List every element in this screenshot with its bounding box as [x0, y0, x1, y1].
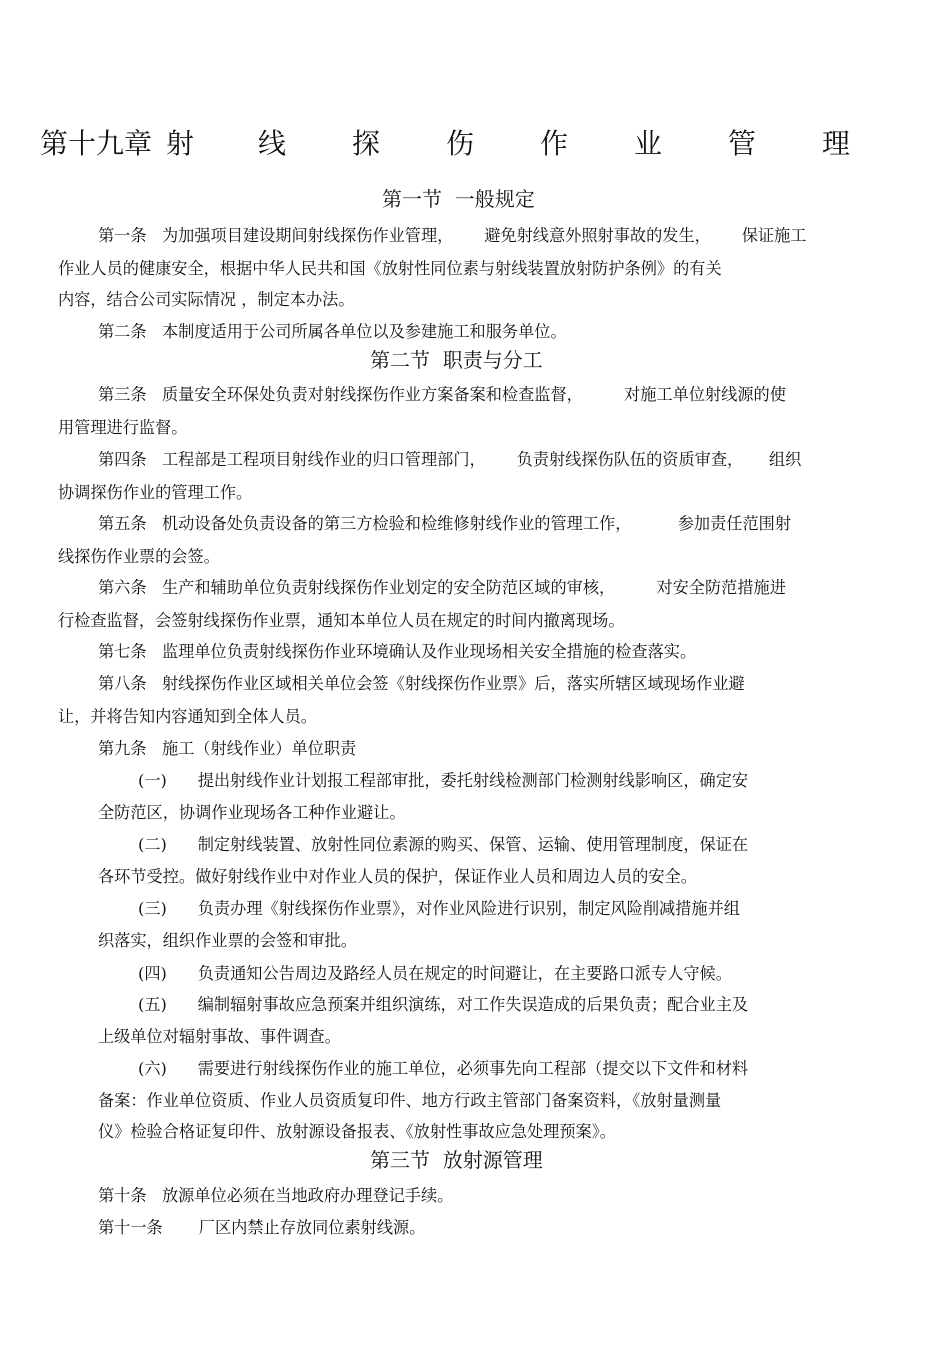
chapter-number: 第十九章 [40, 127, 153, 160]
chapter-title [40, 122, 855, 162]
article-line: 第十条 放源单位必须在当地政府办理登记手续。 [98, 1186, 454, 1205]
article-line: (五) 编制辐射事故应急预案并组织演练，对工作失误造成的后果负责；配合业主及 [138, 995, 749, 1014]
section-heading: 第三节 放射源管理 [370, 1148, 543, 1172]
chapter-title-char: 伤 [446, 127, 475, 160]
article-line: 第十一条 厂区内禁止存放同位素射线源。 [98, 1218, 426, 1237]
article-line: 内容，结合公司实际情况 ，制定本办法。 [58, 290, 355, 309]
chapter-title-char: 射 [166, 127, 195, 160]
article-line: 第六条 生产和辅助单位负责射线探伤作业划定的安全防范区域的审核， 对安全防范措施进 [98, 578, 786, 597]
article-line: 仪》检验合格证复印件、放射源设备报表、《放射性事故应急处理预案》。 [98, 1122, 616, 1141]
article-line: 用管理进行监督。 [58, 418, 188, 437]
article-line: 备案：作业单位资质、作业人员资质复印件、地方行政主管部门备案资料，《放射量测量 [98, 1091, 722, 1110]
article-line: 第二条 本制度适用于公司所属各单位以及参建施工和服务单位。 [98, 322, 567, 341]
chapter-title-char: 管 [728, 127, 757, 160]
article-line: 织落实，组织作业票的会签和审批。 [98, 931, 357, 950]
article-line: 第三条 质量安全环保处负责对射线探伤作业方案备案和检查监督， 对施工单位射线源的使 [98, 385, 786, 404]
article-line: 行检查监督，会签射线探伤作业票，通知本单位人员在规定的时间内撤离现场。 [58, 611, 625, 630]
article-line: (六) 需要进行射线探伤作业的施工单位，必须事先向工程部（提交以下文件和材料 [138, 1059, 749, 1078]
chapter-title-char: 线 [258, 127, 287, 160]
article-line: 第九条 施工（射线作业）单位职责 [98, 739, 357, 758]
chapter-title-char: 理 [822, 127, 851, 160]
article-line: 线探伤作业票的会签。 [58, 547, 220, 566]
article-line: (一) 提出射线作业计划报工程部审批，委托射线检测部门检测射线影响区，确定安 [138, 771, 749, 790]
article-line: 第七条 监理单位负责射线探伤作业环境确认及作业现场相关安全措施的检查落实。 [98, 642, 697, 661]
article-line: (三) 负责办理《射线探伤作业票》，对作业风险进行识别，制定风险削减措施并组 [138, 899, 740, 918]
article-line: 第五条 机动设备处负责设备的第三方检验和检维修射线作业的管理工作， 参加责任范围射 [98, 514, 792, 533]
article-line: (四) 负责通知公告周边及路经人员在规定的时间避让，在主要路口派专人守候。 [138, 964, 732, 983]
article-line: 第四条 工程部是工程项目射线作业的归口管理部门， 负责射线探伤队伍的资质审查， 组织 [98, 450, 802, 469]
article-line: 作业人员的健康安全，根据中华人民共和国《放射性同位素与射线装置放射防护条例》的有关 [58, 259, 722, 278]
article-line: 各环节受控。做好射线作业中对作业人员的保护，保证作业人员和周边人员的安全。 [98, 867, 697, 886]
article-line: (二) 制定射线装置、放射性同位素源的购买、保管、运输、使用管理制度，保证在 [138, 835, 749, 854]
article-line: 第一条 为加强项目建设期间射线探伤作业管理， 避免射线意外照射事故的发生， 保证施工 [98, 226, 807, 245]
article-line: 第八条 射线探伤作业区域相关单位会签《射线探伤作业票》后，落实所辖区域现场作业避 [98, 674, 745, 693]
chapter-title-char: 作 [540, 127, 569, 160]
article-line: 协调探伤作业的管理工作。 [58, 483, 253, 502]
article-line: 上级单位对辐射事故、事件调查。 [98, 1027, 341, 1046]
section-heading: 第一节 一般规定 [382, 187, 535, 211]
section-heading: 第二节 职责与分工 [370, 348, 543, 372]
chapter-title-char: 探 [352, 127, 381, 160]
article-line: 让，并将告知内容通知到全体人员。 [58, 707, 317, 726]
article-line: 全防范区，协调作业现场各工种作业避让。 [98, 803, 406, 822]
chapter-title-char: 业 [634, 127, 663, 160]
